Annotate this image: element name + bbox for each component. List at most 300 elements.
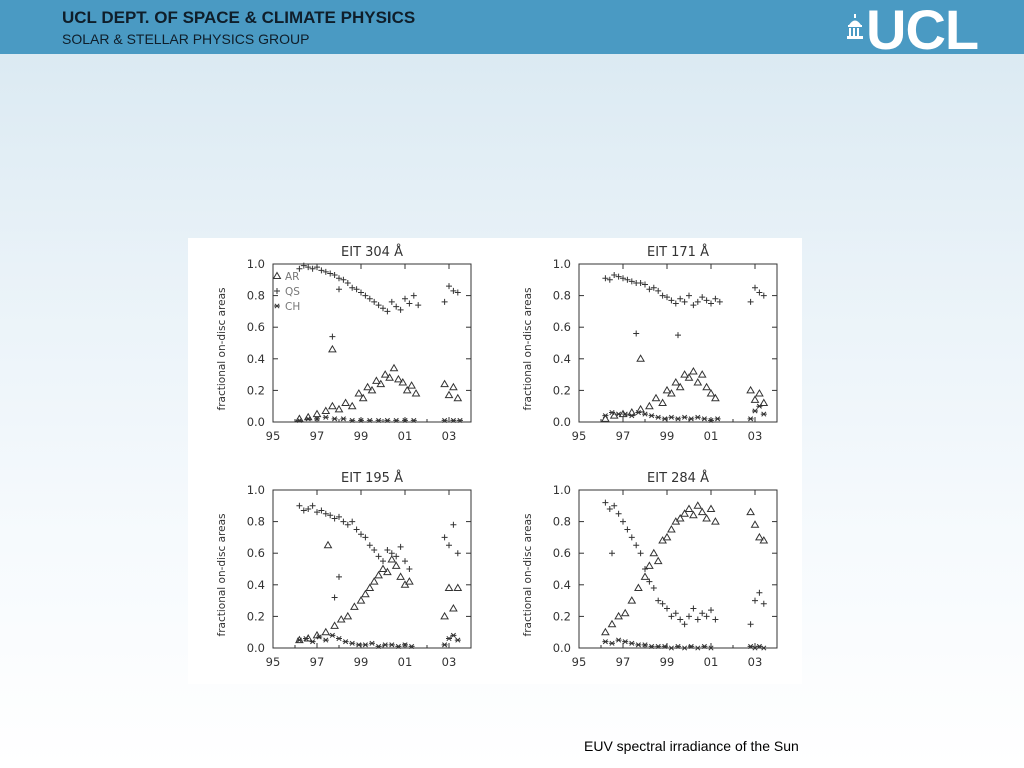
data-point-qs	[402, 296, 408, 302]
data-point-qs	[624, 527, 630, 533]
x-tick-label: 99	[659, 655, 675, 669]
data-point-qs	[349, 285, 355, 291]
data-point-qs	[332, 272, 338, 278]
data-point-qs	[675, 332, 681, 338]
x-tick-label: 99	[353, 429, 369, 443]
plot-frame	[273, 490, 471, 648]
data-point-qs	[708, 607, 714, 613]
data-point-ch	[310, 639, 316, 643]
data-point-ch	[629, 641, 635, 645]
data-point-ch	[682, 415, 688, 419]
plot-frame	[579, 264, 777, 422]
data-point-ar	[694, 502, 701, 508]
data-point-ch	[450, 633, 456, 637]
data-point-qs	[305, 506, 311, 512]
data-point-ch	[382, 643, 388, 647]
data-point-qs	[673, 301, 679, 307]
data-point-qs	[310, 503, 316, 509]
data-point-qs	[442, 534, 448, 540]
series-ch	[602, 404, 766, 423]
data-point-qs	[358, 531, 364, 537]
data-point-ch	[701, 417, 707, 421]
data-point-ch	[323, 638, 329, 642]
data-point-ch	[356, 643, 362, 647]
data-point-ar	[659, 400, 666, 406]
data-point-ar	[329, 403, 336, 409]
data-point-qs	[712, 617, 718, 623]
data-point-ar	[664, 534, 671, 540]
data-point-ar	[358, 597, 365, 603]
data-point-qs	[296, 503, 302, 509]
chart-panel-3	[216, 470, 471, 669]
data-point-ch	[455, 638, 461, 642]
data-point-qs	[314, 264, 320, 270]
data-point-ch	[369, 641, 375, 645]
data-point-ch	[688, 417, 694, 421]
y-tick-label: 0.2	[552, 609, 571, 624]
data-point-ch	[642, 412, 648, 416]
data-point-qs	[620, 519, 626, 525]
data-point-qs	[677, 296, 683, 302]
data-point-qs	[699, 610, 705, 616]
data-point-qs	[638, 280, 644, 286]
data-point-ar	[708, 390, 715, 396]
data-point-ar	[371, 578, 378, 584]
data-point-qs	[664, 606, 670, 612]
data-point-qs	[607, 277, 613, 283]
data-point-ar	[694, 379, 701, 385]
data-point-qs	[455, 550, 461, 556]
header-subtitle: SOLAR & STELLAR PHYSICS GROUP	[62, 31, 310, 47]
legend-label-ar: AR	[285, 271, 300, 283]
data-point-ar	[454, 395, 461, 401]
data-point-ar	[703, 384, 710, 390]
data-point-qs	[371, 299, 377, 305]
data-point-ar	[446, 392, 453, 398]
data-point-qs	[651, 585, 657, 591]
data-point-qs	[301, 263, 307, 269]
y-tick-label: 0.8	[246, 514, 265, 529]
data-point-qs	[389, 299, 395, 305]
data-point-qs	[708, 301, 714, 307]
data-point-ar	[362, 591, 369, 597]
data-point-ar	[756, 390, 763, 396]
data-point-qs	[673, 610, 679, 616]
series-ar	[602, 502, 767, 634]
x-tick-label: 99	[659, 429, 675, 443]
y-tick-label: 0.0	[552, 641, 571, 655]
data-point-qs	[384, 547, 390, 553]
data-point-qs	[393, 304, 399, 310]
data-point-qs	[690, 606, 696, 612]
y-tick-label: 0.4	[552, 351, 571, 366]
data-point-ar	[322, 629, 329, 635]
data-point-ar	[637, 355, 644, 361]
data-point-ar	[314, 411, 321, 417]
data-point-ch	[668, 415, 674, 419]
data-point-qs	[611, 272, 617, 278]
data-point-ch	[389, 643, 395, 647]
data-point-ar	[747, 387, 754, 393]
data-point-ch	[609, 641, 615, 645]
x-tick-label: 03	[441, 429, 457, 443]
data-point-qs	[406, 566, 412, 572]
data-point-ch	[303, 636, 309, 640]
data-point-qs	[660, 293, 666, 299]
chart-title: EIT 304 Å	[341, 245, 403, 260]
data-point-ar	[609, 621, 616, 627]
data-point-qs	[616, 274, 622, 280]
x-tick-label: 95	[265, 655, 281, 669]
data-point-qs	[367, 542, 373, 548]
data-point-ch	[616, 412, 622, 416]
data-point-ar	[646, 403, 653, 409]
series-ch	[296, 415, 463, 423]
data-point-ar	[325, 542, 332, 548]
data-point-ar	[646, 562, 653, 568]
series-qs	[602, 500, 766, 628]
data-point-ar	[681, 371, 688, 377]
x-tick-label: 99	[353, 655, 369, 669]
data-point-ar	[397, 573, 404, 579]
data-point-qs	[393, 553, 399, 559]
data-point-ch	[602, 413, 608, 417]
data-point-qs	[629, 278, 635, 284]
data-point-ch	[695, 415, 701, 419]
data-point-qs	[629, 534, 635, 540]
data-point-ar	[450, 605, 457, 611]
data-point-qs	[380, 305, 386, 311]
data-point-qs	[455, 289, 461, 295]
data-point-qs	[660, 601, 666, 607]
data-point-qs	[358, 289, 364, 295]
data-point-ar	[393, 562, 400, 568]
y-tick-label: 1.0	[552, 257, 571, 271]
y-tick-label: 0.2	[552, 383, 571, 398]
data-point-ar	[628, 597, 635, 603]
data-point-ch	[296, 638, 302, 642]
series-qs	[602, 272, 766, 338]
data-point-qs	[332, 594, 338, 600]
y-tick-label: 0.8	[552, 514, 571, 529]
data-point-qs	[633, 542, 639, 548]
data-point-ar	[602, 629, 609, 635]
data-point-ch	[609, 410, 615, 414]
data-point-qs	[323, 511, 329, 517]
data-point-ar	[441, 381, 448, 387]
data-point-ar	[752, 396, 759, 402]
data-point-qs	[638, 550, 644, 556]
data-point-qs	[664, 294, 670, 300]
y-tick-label: 0.4	[552, 577, 571, 592]
data-point-qs	[345, 522, 351, 528]
data-point-qs	[686, 293, 692, 299]
data-point-ar	[322, 407, 329, 413]
data-point-qs	[371, 547, 377, 553]
data-point-qs	[318, 508, 324, 514]
data-point-ch	[675, 417, 681, 421]
data-point-ch	[340, 417, 346, 421]
data-point-qs	[398, 544, 404, 550]
data-point-qs	[376, 553, 382, 559]
data-point-ch	[336, 636, 342, 640]
data-point-qs	[415, 302, 421, 308]
data-point-qs	[748, 299, 754, 305]
data-point-ch	[332, 417, 338, 421]
data-point-qs	[332, 515, 338, 521]
data-point-qs	[327, 270, 333, 276]
data-point-qs	[761, 601, 767, 607]
y-tick-label: 0.2	[246, 609, 265, 624]
data-point-qs	[340, 519, 346, 525]
data-point-ar	[635, 584, 642, 590]
data-point-qs	[616, 511, 622, 517]
data-point-qs	[655, 598, 661, 604]
data-point-qs	[695, 299, 701, 305]
data-point-qs	[384, 308, 390, 314]
data-point-qs	[668, 613, 674, 619]
data-point-qs	[704, 297, 710, 303]
data-point-ch	[622, 412, 628, 416]
portico-dome-icon	[846, 14, 864, 40]
chart-title: EIT 284 Å	[647, 471, 709, 486]
y-axis-label: fractional on-disc areas	[522, 287, 534, 411]
x-tick-label: 95	[265, 429, 281, 443]
data-point-qs	[682, 621, 688, 627]
data-point-ch	[761, 646, 767, 650]
x-tick-label: 97	[615, 655, 631, 669]
y-tick-label: 0.6	[246, 320, 265, 335]
series-ar	[296, 346, 461, 422]
data-point-ch	[349, 641, 355, 645]
data-point-qs	[752, 285, 758, 291]
data-point-ar	[375, 572, 382, 578]
data-point-qs	[686, 613, 692, 619]
data-point-ar	[747, 509, 754, 515]
data-point-qs	[620, 275, 626, 281]
y-tick-label: 0.8	[246, 288, 265, 303]
y-axis-label: fractional on-disc areas	[522, 513, 534, 637]
data-point-qs	[318, 267, 324, 273]
data-point-qs	[761, 293, 767, 299]
y-tick-label: 0.4	[246, 351, 265, 366]
data-point-qs	[354, 286, 360, 292]
data-point-qs	[668, 297, 674, 303]
chart-panel-2	[522, 244, 777, 443]
data-point-ar	[406, 578, 413, 584]
data-point-qs	[682, 299, 688, 305]
data-point-ar	[380, 566, 387, 572]
data-point-qs	[602, 500, 608, 506]
data-point-ch	[662, 417, 668, 421]
data-point-ch	[442, 643, 448, 647]
data-point-ar	[628, 409, 635, 415]
y-tick-label: 1.0	[246, 257, 265, 271]
series-qs	[296, 263, 460, 340]
x-tick-label: 01	[397, 655, 413, 669]
x-tick-label: 03	[747, 655, 763, 669]
legend-marker-ar	[274, 273, 281, 279]
ucl-logo-text: UCL	[866, 0, 979, 61]
data-point-qs	[655, 288, 661, 294]
ucl-logo	[846, 0, 996, 61]
data-point-ch	[616, 638, 622, 642]
legend-label-ch: CH	[285, 301, 301, 313]
data-point-ch	[629, 413, 635, 417]
y-tick-label: 0.4	[246, 577, 265, 592]
data-point-qs	[695, 617, 701, 623]
data-point-qs	[748, 621, 754, 627]
data-point-ar	[668, 526, 675, 532]
y-tick-label: 0.8	[552, 288, 571, 303]
data-point-qs	[305, 264, 311, 270]
data-point-qs	[442, 299, 448, 305]
chart-panel-1	[216, 244, 471, 443]
data-point-qs	[340, 277, 346, 283]
data-point-ar	[446, 584, 453, 590]
data-point-ar	[450, 384, 457, 390]
data-point-qs	[651, 285, 657, 291]
data-point-qs	[450, 288, 456, 294]
data-point-qs	[314, 509, 320, 515]
chart-title: EIT 171 Å	[647, 245, 709, 260]
x-tick-label: 01	[397, 429, 413, 443]
x-tick-label: 97	[309, 655, 325, 669]
data-point-ch	[602, 639, 608, 643]
data-point-qs	[336, 286, 342, 292]
x-tick-label: 01	[703, 655, 719, 669]
data-point-qs	[690, 302, 696, 308]
header-title: UCL DEPT. OF SPACE & CLIMATE PHYSICS	[62, 8, 416, 27]
data-point-ch	[343, 639, 349, 643]
data-point-qs	[611, 503, 617, 509]
data-point-ar	[373, 377, 380, 383]
data-point-ar	[655, 558, 662, 564]
series-qs	[296, 503, 460, 601]
data-point-ar	[712, 518, 719, 524]
data-point-qs	[411, 293, 417, 299]
chart-title: EIT 195 Å	[341, 471, 403, 486]
data-point-ar	[653, 395, 660, 401]
y-tick-label: 0.2	[246, 383, 265, 398]
data-point-ar	[752, 521, 759, 527]
data-point-ar	[413, 390, 420, 396]
data-point-qs	[642, 282, 648, 288]
data-point-ar	[391, 365, 398, 371]
data-point-qs	[699, 294, 705, 300]
x-tick-label: 95	[571, 429, 587, 443]
data-point-ar	[331, 622, 338, 628]
data-point-qs	[446, 283, 452, 289]
data-point-qs	[624, 277, 630, 283]
y-tick-label: 0.6	[552, 546, 571, 561]
data-point-qs	[329, 334, 335, 340]
data-point-ar	[622, 610, 629, 616]
data-point-qs	[398, 307, 404, 313]
series-ar	[602, 355, 767, 421]
data-point-ch	[756, 404, 762, 408]
data-point-qs	[380, 558, 386, 564]
data-point-ar	[708, 505, 715, 511]
y-tick-label: 1.0	[552, 483, 571, 497]
charts-svg	[188, 238, 802, 684]
slide-caption: EUV spectral irradiance of the Sun	[584, 738, 799, 754]
data-point-ar	[329, 346, 336, 352]
data-point-qs	[336, 275, 342, 281]
y-tick-label: 1.0	[246, 483, 265, 497]
data-point-ar	[664, 387, 671, 393]
data-point-ar	[686, 505, 693, 511]
data-point-ch	[695, 646, 701, 650]
data-point-ar	[703, 515, 710, 521]
x-tick-label: 97	[309, 429, 325, 443]
data-point-ar	[364, 384, 371, 390]
x-tick-label: 03	[441, 655, 457, 669]
data-point-qs	[362, 534, 368, 540]
data-point-ch	[635, 410, 641, 414]
data-point-ar	[388, 556, 395, 562]
data-point-ar	[366, 584, 373, 590]
data-point-qs	[446, 542, 452, 548]
data-point-ch	[622, 639, 628, 643]
data-point-ar	[690, 512, 697, 518]
data-point-ch	[329, 633, 335, 637]
data-point-qs	[327, 512, 333, 518]
data-point-qs	[301, 508, 307, 514]
data-point-qs	[323, 269, 329, 275]
series-ch	[296, 633, 460, 648]
y-tick-label: 0.0	[246, 641, 265, 655]
data-point-ar	[756, 534, 763, 540]
data-point-qs	[756, 289, 762, 295]
legend	[274, 271, 301, 313]
x-tick-label: 97	[615, 429, 631, 443]
data-point-ch	[761, 412, 767, 416]
y-axis-label: fractional on-disc areas	[216, 287, 228, 411]
data-point-ch	[682, 646, 688, 650]
header-bar	[0, 0, 1024, 61]
data-point-qs	[450, 522, 456, 528]
data-point-ch	[635, 643, 641, 647]
y-tick-label: 0.6	[246, 546, 265, 561]
x-tick-label: 03	[747, 429, 763, 443]
data-point-ar	[351, 603, 358, 609]
figure-panel	[188, 238, 802, 684]
data-point-qs	[402, 558, 408, 564]
data-point-ar	[650, 550, 657, 556]
data-point-qs	[756, 590, 762, 596]
data-point-ar	[342, 400, 349, 406]
data-point-qs	[345, 280, 351, 286]
data-point-ch	[649, 413, 655, 417]
legend-marker-ch	[274, 304, 280, 308]
data-point-ar	[395, 376, 402, 382]
data-point-qs	[406, 301, 412, 307]
legend-label-qs: QS	[285, 286, 300, 298]
data-point-qs	[607, 506, 613, 512]
y-tick-label: 0.6	[552, 320, 571, 335]
data-point-ar	[642, 573, 649, 579]
data-point-qs	[367, 296, 373, 302]
data-point-ar	[699, 509, 706, 515]
data-point-ch	[305, 417, 311, 421]
data-point-ar	[382, 371, 389, 377]
data-point-qs	[362, 293, 368, 299]
data-point-qs	[717, 299, 723, 305]
data-point-qs	[376, 302, 382, 308]
data-point-ch	[323, 415, 329, 419]
data-point-qs	[336, 574, 342, 580]
